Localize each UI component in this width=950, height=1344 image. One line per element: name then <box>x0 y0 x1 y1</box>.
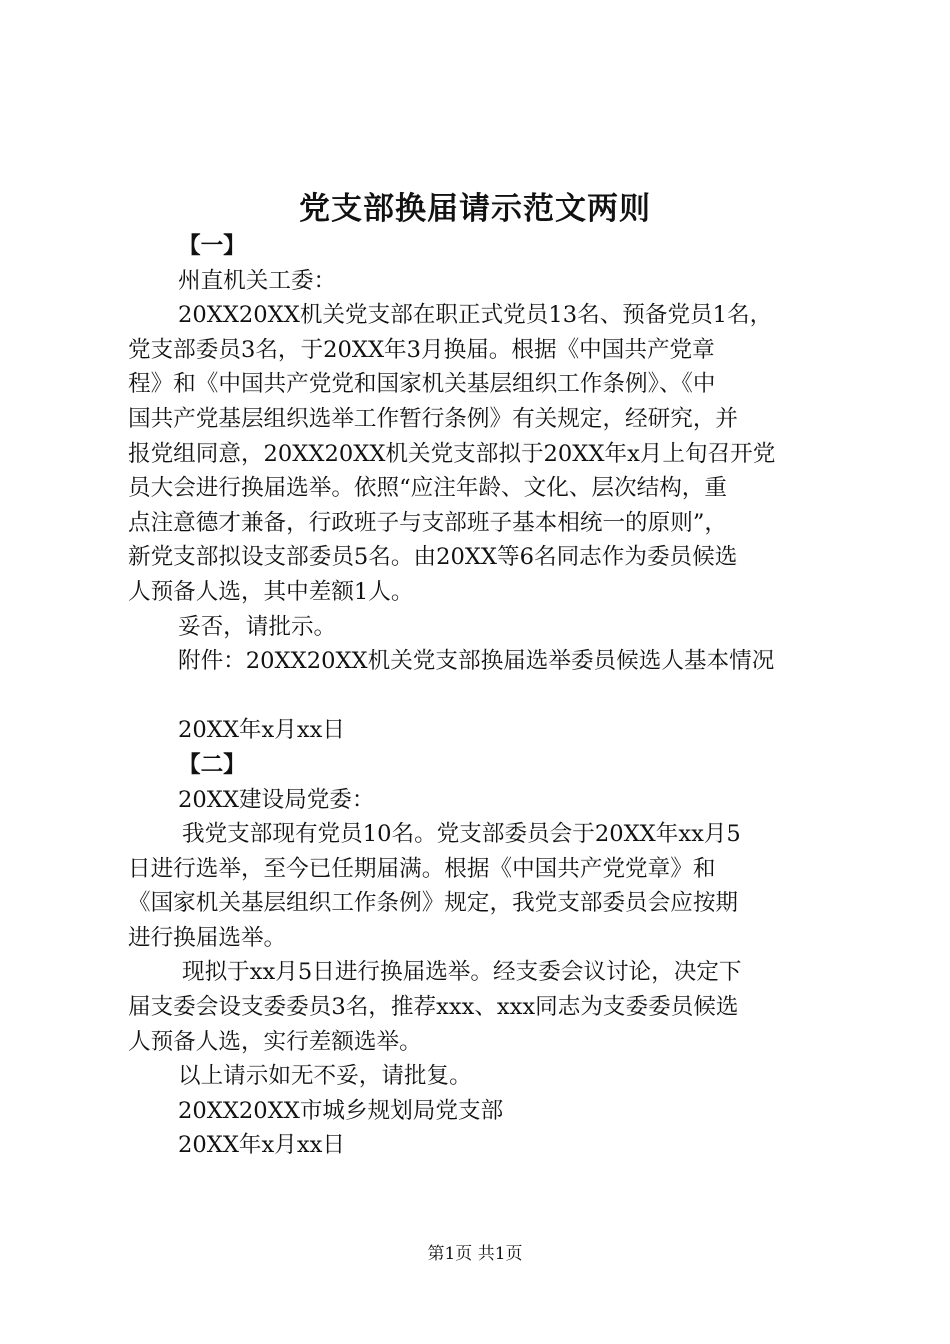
blank-line <box>128 679 832 714</box>
paragraph-two <box>128 817 832 955</box>
paragraph-three <box>128 955 832 1059</box>
paragraph-line: 程》和《中国共产党党和国家机关基层组织工作条例》、《中 <box>128 371 716 398</box>
section-heading-two: 【二】 <box>178 751 246 778</box>
paragraph-line: 党支部委员3名，于20XX年3月换届。根据《中国共产党章 <box>128 336 715 363</box>
paragraph-line: 国共产党基层组织选举工作暂行条例》有关规定，经研究，并 <box>128 405 739 432</box>
paragraph-line: 进行换届选举。 <box>128 924 287 951</box>
date-two: 20XX年x月xx日 <box>178 1132 345 1159</box>
document-body <box>128 229 832 1163</box>
document-title: 党支部换届请示范文两则 <box>299 191 651 227</box>
paragraph-line: 我党支部现有党员10名。党支部委员会于20XX年xx月5 <box>182 821 741 848</box>
request-line: 妥否，请批示。 <box>178 613 337 640</box>
page-footer: 第1页 共1页 <box>427 1244 523 1264</box>
paragraph-line: 20XX20XX机关党支部在职正式党员13名、预备党员1名， <box>178 302 773 329</box>
paragraph-line: 《国家机关基层组织工作条例》规定，我党支部委员会应按期 <box>128 890 739 917</box>
paragraph-line: 日进行选举，至今已任期届满。根据《中国共产党党章》和 <box>128 855 716 882</box>
section-heading-one: 【一】 <box>178 233 246 259</box>
addressee-two: 20XX建设局党委： <box>178 786 375 813</box>
paragraph-line: 报党组同意，20XX20XX机关党支部拟于20XX年x月上旬召开党 <box>128 440 776 467</box>
paragraph-line: 员大会进行换届选举。依照“应注年龄、文化、层次结构，重 <box>128 475 727 502</box>
paragraph-line: 届支委会设支委委员3名，推荐xxx、xxx同志为支委委员候选 <box>128 994 739 1021</box>
attachment-line: 附件：20XX20XX机关党支部换届选举委员候选人基本情况 <box>178 648 775 675</box>
paragraph-line: 新党支部拟设支部委员5名。由20XX等6名同志作为委员候选 <box>128 544 738 571</box>
paragraph-line: 现拟于xx月5日进行换届选举。经支委会议讨论，决定下 <box>182 959 742 986</box>
addressee-one: 州直机关工委： <box>178 267 337 294</box>
paragraph-line: 点注意德才兼备，行政班子与支部班子基本相统一的原则”， <box>128 509 727 536</box>
paragraph-line: 人预备人选，实行差额选举。 <box>128 1028 422 1055</box>
date-one: 20XX年x月xx日 <box>178 717 345 744</box>
signature-line: 20XX20XX市城乡规划局党支部 <box>178 1097 504 1124</box>
paragraph-one <box>128 298 832 609</box>
paragraph-line: 人预备人选，其中差额1人。 <box>128 578 414 605</box>
closing-line: 以上请示如无不妥，请批复。 <box>178 1063 472 1090</box>
